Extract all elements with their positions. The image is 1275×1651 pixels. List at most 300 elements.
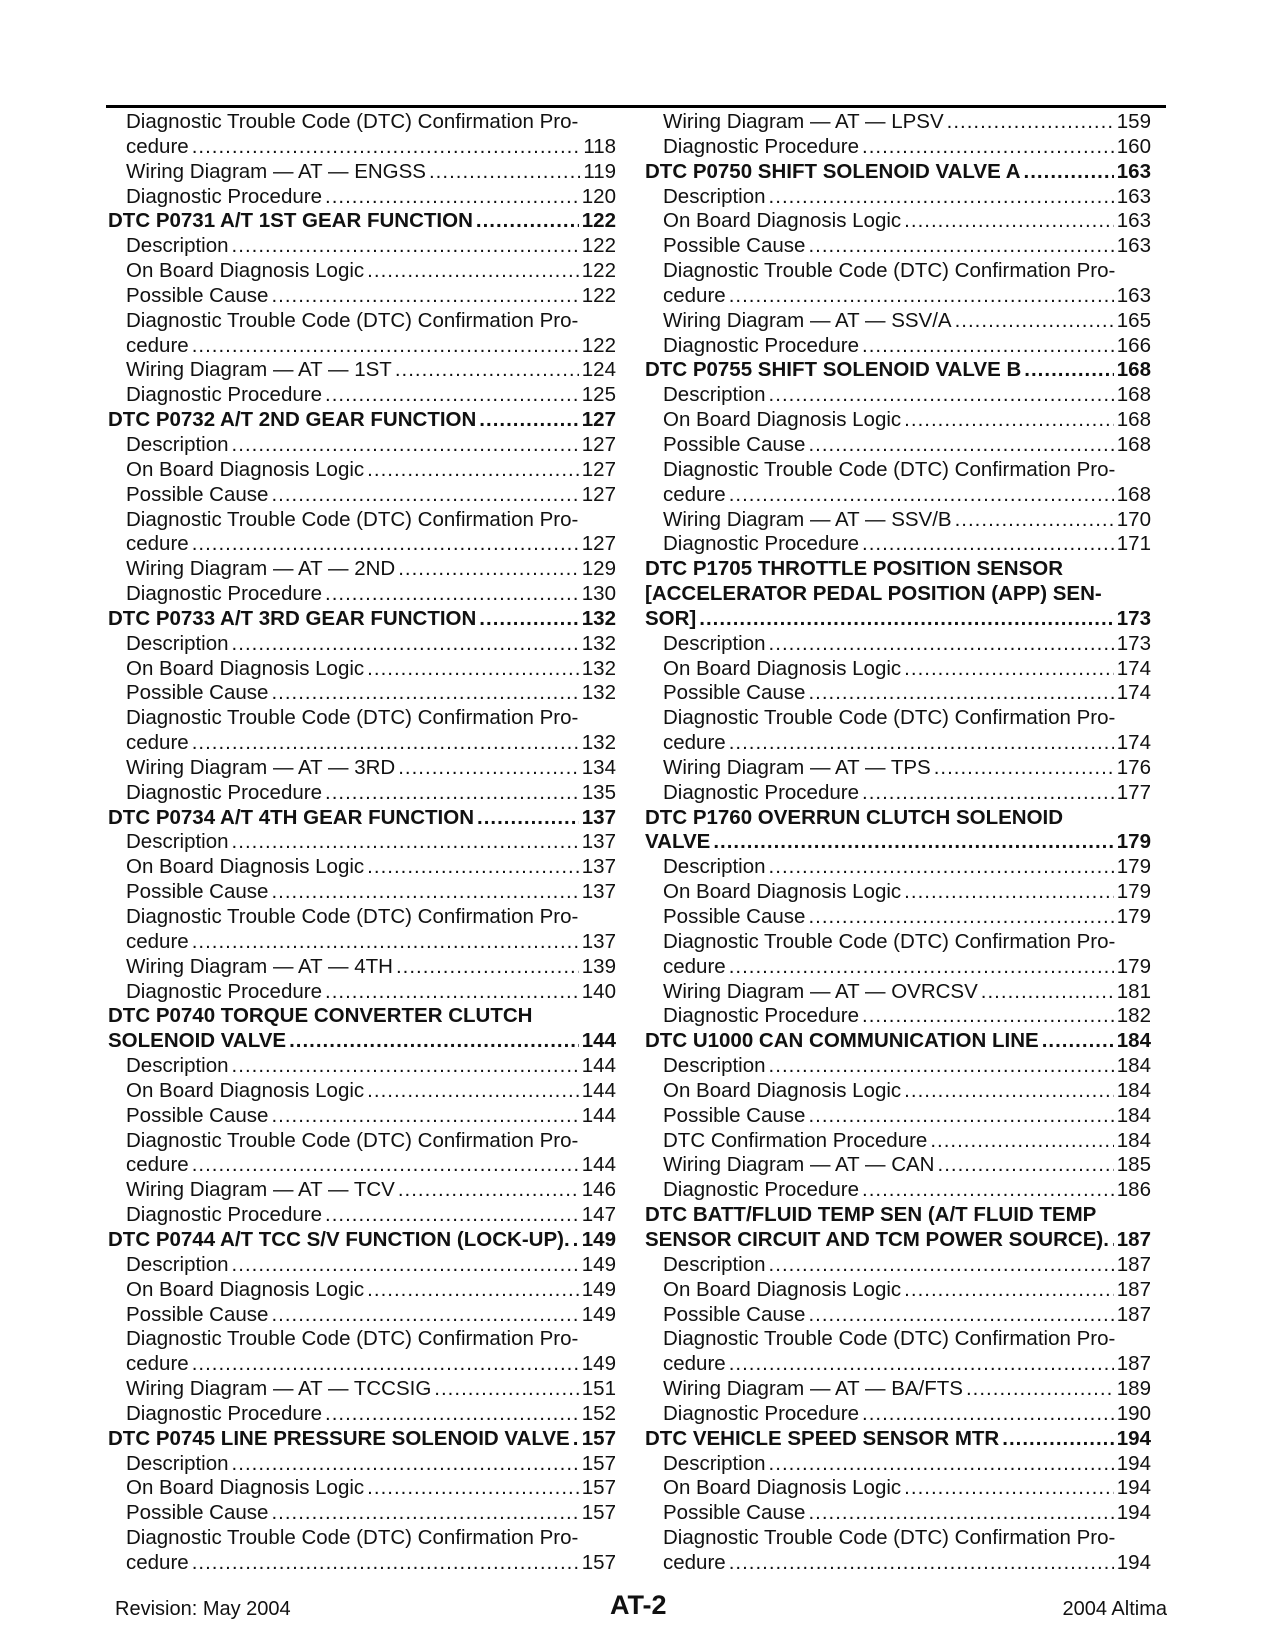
toc-entry[interactable] <box>645 334 1151 359</box>
toc-entry-title: DTC P0745 LINE PRESSURE SOLENOID VALVE <box>108 1426 570 1450</box>
toc-entry[interactable] <box>108 880 616 905</box>
footer-revision: Revision: May 2004 <box>115 1598 291 1620</box>
toc-section-heading[interactable] <box>108 1029 616 1054</box>
toc-dot-leader <box>769 185 1114 210</box>
toc-entry[interactable] <box>645 110 1151 135</box>
toc-entry[interactable] <box>645 657 1151 682</box>
toc-entry[interactable] <box>108 1551 616 1576</box>
toc-page-number: 137 <box>581 805 616 829</box>
toc-dot-leader <box>904 209 1114 234</box>
toc-dot-leader <box>325 185 579 210</box>
toc-entry[interactable] <box>645 1476 1151 1501</box>
toc-entry[interactable] <box>108 1104 616 1129</box>
toc-page-number: 187 <box>1116 1227 1151 1251</box>
toc-section-heading[interactable] <box>645 582 1151 607</box>
toc-dot-leader <box>808 433 1113 458</box>
toc-dot-leader <box>808 905 1113 930</box>
toc-entry-title: On Board Diagnosis Logic <box>126 656 365 680</box>
toc-entry-title: Possible Cause <box>663 1103 806 1127</box>
toc-dot-leader <box>862 1402 1114 1427</box>
toc-entry[interactable] <box>645 408 1151 433</box>
toc-entry[interactable] <box>645 433 1151 458</box>
toc-entry-title: Possible Cause <box>663 1501 806 1525</box>
toc-entry-title: On Board Diagnosis Logic <box>663 1277 902 1301</box>
toc-entry-title: Diagnostic Trouble Code (DTC) Confirmation Pro- <box>126 905 579 928</box>
toc-entry-title: cedure <box>126 532 189 556</box>
toc-entry[interactable] <box>645 955 1151 980</box>
toc-entry[interactable] <box>645 1327 1151 1352</box>
toc-entry-title: Wiring Diagram — AT — TPS <box>663 755 931 779</box>
toc-section-heading[interactable] <box>108 607 616 632</box>
toc-dot-leader <box>192 334 579 359</box>
toc-entry-title: Diagnostic Trouble Code (DTC) Confirmation Pro- <box>663 259 1116 283</box>
toc-entry-title: Wiring Diagram — AT — TCV <box>126 1178 395 1202</box>
toc-page-number: 186 <box>1116 1178 1151 1202</box>
toc-page-number: 132 <box>581 656 616 680</box>
toc-page-number: 144 <box>581 1029 616 1053</box>
toc-page-number: 184 <box>1116 1029 1151 1053</box>
toc-entry[interactable] <box>108 1402 616 1427</box>
toc-entry[interactable] <box>645 234 1151 259</box>
toc-entry[interactable] <box>645 458 1151 483</box>
toc-dot-leader <box>325 1203 579 1228</box>
toc-entry[interactable] <box>645 681 1151 706</box>
toc-page-number: 137 <box>581 855 616 879</box>
toc-entry[interactable] <box>108 955 616 980</box>
toc-section-heading[interactable] <box>108 1004 616 1029</box>
toc-page-number: 179 <box>1116 954 1151 978</box>
toc-dot-leader <box>398 1178 579 1203</box>
toc-dot-leader <box>476 209 579 234</box>
toc-page-number: 151 <box>581 1377 616 1401</box>
toc-entry-title: DTC P0740 TORQUE CONVERTER CLUTCH <box>108 1004 533 1028</box>
toc-section-heading[interactable] <box>645 607 1151 632</box>
toc-section-heading[interactable] <box>108 806 616 831</box>
toc-entry[interactable] <box>108 1352 616 1377</box>
toc-entry[interactable] <box>645 781 1151 806</box>
toc-entry[interactable] <box>645 1079 1151 1104</box>
toc-entry-title: Description <box>663 855 766 879</box>
toc-page-number: 187 <box>1116 1252 1151 1276</box>
toc-entry[interactable] <box>645 483 1151 508</box>
toc-page-number: 144 <box>581 1054 616 1078</box>
toc-entry-title: On Board Diagnosis Logic <box>126 855 365 879</box>
toc-entry[interactable] <box>645 284 1151 309</box>
toc-page-number: 181 <box>1116 979 1151 1003</box>
toc-entry[interactable] <box>645 930 1151 955</box>
toc-page-number: 120 <box>581 184 616 208</box>
toc-entry[interactable] <box>645 508 1151 533</box>
toc-page-number: 119 <box>583 159 616 183</box>
toc-page-number: 140 <box>581 979 616 1003</box>
toc-entry-title: Possible Cause <box>663 234 806 258</box>
toc-section-heading[interactable] <box>645 358 1151 383</box>
toc-dot-leader <box>1024 358 1114 383</box>
toc-entry[interactable] <box>645 905 1151 930</box>
toc-entry[interactable] <box>108 1278 616 1303</box>
toc-entry[interactable] <box>108 706 616 731</box>
toc-entry[interactable] <box>645 706 1151 731</box>
toc-entry[interactable] <box>645 209 1151 234</box>
toc-entry-title: Wiring Diagram — AT — TCCSIG <box>126 1377 432 1401</box>
toc-page-number: 149 <box>581 1227 616 1251</box>
toc-entry[interactable] <box>645 259 1151 284</box>
toc-page-number: 144 <box>581 1103 616 1127</box>
toc-page-number: 149 <box>581 1352 616 1376</box>
toc-entry[interactable] <box>645 532 1151 557</box>
toc-dot-leader <box>477 806 579 831</box>
footer-page-label: AT-2 <box>610 1590 667 1620</box>
toc-entry-title: On Board Diagnosis Logic <box>126 1277 365 1301</box>
toc-entry-title: Description <box>663 631 766 655</box>
toc-dot-leader <box>192 930 579 955</box>
toc-entry[interactable] <box>108 1526 616 1551</box>
toc-entry[interactable] <box>645 185 1151 210</box>
toc-dot-leader <box>808 1104 1113 1129</box>
toc-entry-title: DTC VEHICLE SPEED SENSOR MTR <box>645 1426 1000 1450</box>
toc-entry-title: cedure <box>663 1550 726 1574</box>
toc-page-number: 194 <box>1116 1426 1151 1450</box>
toc-dot-leader <box>192 731 579 756</box>
toc-entry[interactable] <box>645 1054 1151 1079</box>
toc-entry[interactable] <box>108 1253 616 1278</box>
toc-entry-title: Diagnostic Trouble Code (DTC) Confirmation Pro- <box>663 1526 1116 1550</box>
toc-entry-title: cedure <box>663 731 726 755</box>
toc-page-number: 127 <box>581 532 616 556</box>
toc-entry[interactable] <box>108 582 616 607</box>
toc-entry-title: cedure <box>663 1352 726 1376</box>
toc-entry-title: Diagnostic Procedure <box>663 333 859 357</box>
toc-entry[interactable] <box>645 756 1151 781</box>
toc-entry-title: cedure <box>126 1550 189 1574</box>
toc-page-number: 134 <box>581 755 616 779</box>
toc-dot-leader <box>367 1278 579 1303</box>
toc-entry[interactable] <box>108 1452 616 1477</box>
footer-model: 2004 Altima <box>1062 1598 1167 1620</box>
toc-entry-title: DTC P1705 THROTTLE POSITION SENSOR <box>645 557 1064 581</box>
toc-entry-title: Diagnostic Trouble Code (DTC) Confirmation Pro- <box>663 1327 1116 1351</box>
toc-page-number: 157 <box>581 1426 616 1450</box>
toc-page-number: 168 <box>1116 358 1151 382</box>
toc-entry-title: Diagnostic Procedure <box>126 383 322 407</box>
toc-entry[interactable] <box>108 657 616 682</box>
toc-entry-title: On Board Diagnosis Logic <box>663 209 902 233</box>
toc-dot-leader <box>769 1054 1114 1079</box>
toc-entry[interactable] <box>108 1476 616 1501</box>
toc-entry[interactable] <box>645 880 1151 905</box>
toc-entry-title: Diagnostic Procedure <box>126 1203 322 1227</box>
toc-entry[interactable] <box>645 1377 1151 1402</box>
toc-entry-title: Diagnostic Procedure <box>126 184 322 208</box>
toc-dot-leader <box>713 830 1113 855</box>
toc-entry-title: Wiring Diagram — AT — SSV/A <box>663 308 952 332</box>
toc-entry[interactable] <box>645 1402 1151 1427</box>
toc-dot-leader <box>699 607 1114 632</box>
toc-entry[interactable] <box>645 1104 1151 1129</box>
toc-entry[interactable] <box>645 855 1151 880</box>
toc-entry[interactable] <box>645 1129 1151 1154</box>
toc-entry[interactable] <box>108 756 616 781</box>
toc-page-number: 163 <box>1116 283 1151 307</box>
toc-dot-leader <box>729 731 1114 756</box>
toc-page-number: 149 <box>581 1252 616 1276</box>
toc-section-heading[interactable] <box>645 1427 1151 1452</box>
toc-dot-leader <box>325 781 579 806</box>
toc-entry-title: Wiring Diagram — AT — 2ND <box>126 557 396 581</box>
toc-page-number: 122 <box>581 333 616 357</box>
toc-section-heading[interactable] <box>108 1228 616 1253</box>
toc-entry-title: Wiring Diagram — AT — BA/FTS <box>663 1377 963 1401</box>
toc-entry[interactable] <box>108 905 616 930</box>
toc-entry[interactable] <box>645 1526 1151 1551</box>
toc-dot-leader <box>947 110 1114 135</box>
toc-page-number: 174 <box>1116 656 1151 680</box>
toc-entry-title: Diagnostic Procedure <box>126 780 322 804</box>
toc-page-number: 182 <box>1116 1004 1151 1028</box>
toc-page-number: 160 <box>1116 134 1151 158</box>
toc-entry[interactable] <box>108 160 616 185</box>
toc-dot-leader <box>904 1278 1114 1303</box>
toc-entry-title: DTC BATT/FLUID TEMP SEN (A/T FLUID TEMP <box>645 1203 1097 1227</box>
toc-page-number: 194 <box>1116 1550 1151 1574</box>
toc-entry[interactable] <box>108 855 616 880</box>
toc-entry[interactable] <box>645 383 1151 408</box>
toc-entry[interactable] <box>108 1153 616 1178</box>
toc-entry[interactable] <box>645 1178 1151 1203</box>
toc-entry[interactable] <box>108 1054 616 1079</box>
toc-entry[interactable] <box>108 1377 616 1402</box>
toc-page-number: 187 <box>1116 1277 1151 1301</box>
toc-entry[interactable] <box>645 309 1151 334</box>
toc-dot-leader <box>367 259 579 284</box>
toc-page-number: 179 <box>1116 905 1151 928</box>
toc-dot-leader <box>367 458 579 483</box>
toc-entry-title: SOR] <box>645 606 697 630</box>
toc-dot-leader <box>769 1452 1114 1477</box>
toc-page-number: 173 <box>1116 631 1151 655</box>
toc-entry[interactable] <box>645 1452 1151 1477</box>
toc-dot-leader <box>232 234 579 259</box>
toc-entry[interactable] <box>108 980 616 1005</box>
toc-entry[interactable] <box>645 135 1151 160</box>
toc-dot-leader <box>904 880 1114 905</box>
toc-entry[interactable] <box>645 1004 1151 1029</box>
toc-entry[interactable] <box>108 930 616 955</box>
toc-section-heading[interactable] <box>108 209 616 234</box>
toc-dot-leader <box>955 508 1114 533</box>
toc-entry-title: Wiring Diagram — AT — LPSV <box>663 110 944 133</box>
toc-dot-leader <box>966 1377 1114 1402</box>
toc-dot-leader <box>192 532 579 557</box>
toc-entry[interactable] <box>645 1153 1151 1178</box>
toc-page-number: 184 <box>1116 1103 1151 1127</box>
toc-entry-title: Wiring Diagram — AT — 4TH <box>126 954 393 978</box>
toc-entry[interactable] <box>108 383 616 408</box>
toc-page-number: 190 <box>1116 1401 1151 1425</box>
toc-entry-title: cedure <box>126 134 189 158</box>
toc-entry-title: Diagnostic Procedure <box>663 532 859 556</box>
toc-page-number: 189 <box>1116 1377 1151 1401</box>
toc-entry[interactable] <box>645 1551 1151 1576</box>
toc-entry[interactable] <box>108 458 616 483</box>
toc-entry[interactable] <box>108 1203 616 1228</box>
toc-page-number: 149 <box>581 1277 616 1301</box>
toc-dot-leader <box>271 1104 578 1129</box>
toc-dot-leader <box>904 1476 1114 1501</box>
toc-entry[interactable] <box>108 1327 616 1352</box>
toc-entry-title: cedure <box>126 929 189 953</box>
toc-entry-title: VALVE <box>645 830 711 854</box>
toc-page-number: 194 <box>1116 1451 1151 1475</box>
toc-entry[interactable] <box>645 632 1151 657</box>
toc-dot-leader <box>289 1029 579 1054</box>
toc-dot-leader <box>271 284 578 309</box>
toc-page-number: 146 <box>581 1178 616 1202</box>
toc-entry-title: Possible Cause <box>126 283 269 307</box>
toc-page-number: 179 <box>1116 880 1151 904</box>
toc-dot-leader <box>573 1427 579 1452</box>
toc-section-heading[interactable] <box>645 830 1151 855</box>
toc-page-number: 157 <box>581 1451 616 1475</box>
toc-page-number: 132 <box>581 631 616 655</box>
toc-dot-leader <box>729 1551 1114 1576</box>
toc-dot-leader <box>325 582 579 607</box>
toc-entry-title: Description <box>663 1252 766 1276</box>
toc-page-number: 127 <box>581 408 616 432</box>
toc-entry[interactable] <box>108 557 616 582</box>
toc-page-number: 187 <box>1116 1352 1151 1376</box>
toc-dot-leader <box>729 955 1114 980</box>
toc-section-heading[interactable] <box>645 160 1151 185</box>
toc-dot-leader <box>808 1303 1113 1328</box>
toc-entry[interactable] <box>108 309 616 334</box>
toc-entry[interactable] <box>108 185 616 210</box>
toc-entry[interactable] <box>108 433 616 458</box>
toc-dot-leader <box>367 855 579 880</box>
toc-page-number: 163 <box>1116 234 1151 258</box>
toc-entry-title: On Board Diagnosis Logic <box>663 880 902 904</box>
toc-page-number: 163 <box>1116 184 1151 208</box>
toc-entry-title: Possible Cause <box>126 681 269 705</box>
toc-section-heading[interactable] <box>645 806 1151 831</box>
toc-page-number: 194 <box>1116 1501 1151 1525</box>
toc-dot-leader <box>271 681 578 706</box>
toc-entry-title: DTC P0744 A/T TCC S/V FUNCTION (LOCK-UP). <box>108 1227 570 1251</box>
toc-entry[interactable] <box>108 483 616 508</box>
toc-entry-title: Diagnostic Trouble Code (DTC) Confirmation Pro- <box>126 110 579 133</box>
toc-entry[interactable] <box>108 1178 616 1203</box>
toc-entry[interactable] <box>645 1278 1151 1303</box>
toc-page-number: 122 <box>581 259 616 283</box>
toc-dot-leader <box>232 1054 579 1079</box>
toc-entry[interactable] <box>108 532 616 557</box>
toc-entry[interactable] <box>108 1501 616 1526</box>
toc-entry[interactable] <box>108 284 616 309</box>
toc-entry-title: Diagnostic Trouble Code (DTC) Confirmation Pro- <box>126 1327 579 1351</box>
toc-dot-leader <box>398 756 579 781</box>
toc-entry-title: DTC P0732 A/T 2ND GEAR FUNCTION <box>108 408 477 432</box>
toc-dot-leader <box>1024 160 1114 185</box>
toc-left-column <box>108 110 616 1576</box>
toc-entry[interactable] <box>108 1303 616 1328</box>
toc-entry[interactable] <box>645 731 1151 756</box>
toc-page-number: 185 <box>1116 1153 1151 1177</box>
toc-entry-title: DTC P0750 SHIFT SOLENOID VALVE A <box>645 159 1021 183</box>
toc-entry[interactable] <box>108 731 616 756</box>
toc-entry[interactable] <box>645 1253 1151 1278</box>
toc-dot-leader <box>1002 1427 1114 1452</box>
toc-page-number: 166 <box>1116 333 1151 357</box>
toc-entry-title: cedure <box>126 1352 189 1376</box>
toc-dot-leader <box>862 135 1114 160</box>
toc-entry-title: Description <box>663 1451 766 1475</box>
toc-entry-title: Diagnostic Procedure <box>663 134 859 158</box>
toc-entry[interactable] <box>645 1501 1151 1526</box>
toc-section-heading[interactable] <box>645 1228 1151 1253</box>
toc-entry-title: SOLENOID VALVE <box>108 1029 287 1053</box>
toc-section-heading[interactable] <box>645 1203 1151 1228</box>
toc-entry[interactable] <box>108 110 616 135</box>
toc-entry-title: cedure <box>126 333 189 357</box>
toc-entry[interactable] <box>108 1129 616 1154</box>
toc-page-number: 177 <box>1116 780 1151 804</box>
toc-dot-leader <box>769 383 1114 408</box>
toc-entry-title: Description <box>126 234 229 258</box>
toc-entry[interactable] <box>645 1352 1151 1377</box>
toc-entry[interactable] <box>108 334 616 359</box>
toc-entry[interactable] <box>108 681 616 706</box>
toc-entry[interactable] <box>108 632 616 657</box>
toc-dot-leader <box>1042 1029 1114 1054</box>
toc-entry[interactable] <box>108 1079 616 1104</box>
toc-entry-title: Possible Cause <box>126 1103 269 1127</box>
toc-dot-leader <box>192 1153 579 1178</box>
toc-dot-leader <box>808 681 1113 706</box>
toc-entry[interactable] <box>108 830 616 855</box>
toc-page-number: 171 <box>1116 532 1151 556</box>
toc-section-heading[interactable] <box>108 1427 616 1452</box>
toc-dot-leader <box>232 433 579 458</box>
toc-entry[interactable] <box>108 358 616 383</box>
toc-page-number: 147 <box>581 1203 616 1227</box>
toc-dot-leader <box>573 1228 579 1253</box>
toc-section-heading[interactable] <box>108 408 616 433</box>
toc-entry-title: Possible Cause <box>663 681 806 705</box>
toc-dot-leader <box>981 980 1114 1005</box>
toc-dot-leader <box>808 1501 1113 1526</box>
toc-page-number: 163 <box>1116 209 1151 233</box>
toc-entry[interactable] <box>108 781 616 806</box>
toc-page-number: 129 <box>581 557 616 581</box>
toc-dot-leader <box>930 1129 1113 1154</box>
toc-page-number: 122 <box>581 283 616 307</box>
toc-entry[interactable] <box>645 980 1151 1005</box>
toc-dot-leader <box>938 1153 1114 1178</box>
toc-entry-title: Possible Cause <box>126 880 269 904</box>
toc-entry[interactable] <box>645 1303 1151 1328</box>
toc-page-number: 159 <box>1116 110 1151 133</box>
toc-entry[interactable] <box>108 259 616 284</box>
toc-dot-leader <box>862 1004 1114 1029</box>
toc-dot-leader <box>729 284 1114 309</box>
toc-dot-leader <box>769 632 1114 657</box>
toc-entry[interactable] <box>108 135 616 160</box>
toc-section-heading[interactable] <box>645 557 1151 582</box>
toc-entry[interactable] <box>108 508 616 533</box>
toc-section-heading[interactable] <box>645 1029 1151 1054</box>
toc-page-number: 122 <box>581 234 616 258</box>
toc-entry[interactable] <box>108 234 616 259</box>
